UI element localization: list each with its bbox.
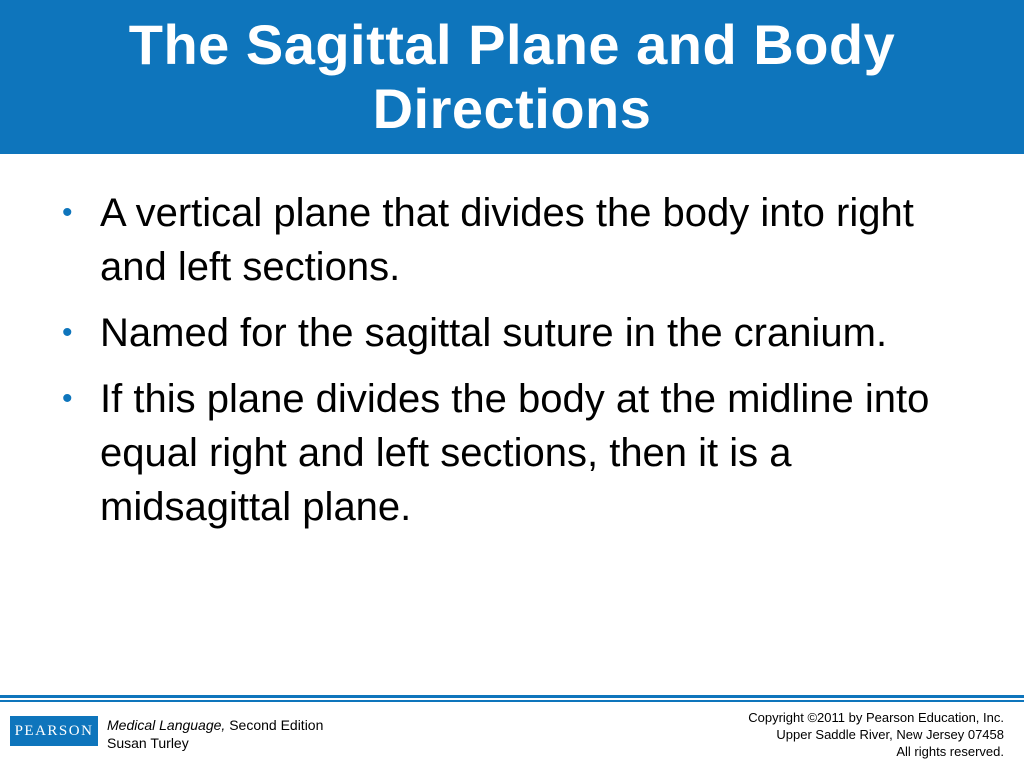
bullet-icon: • <box>62 382 73 415</box>
book-author: Susan Turley <box>107 735 189 751</box>
bullet-item <box>62 306 982 360</box>
bullet-item <box>62 186 982 294</box>
book-edition: Second Edition <box>225 717 324 733</box>
bullet-text: A vertical plane that divides the body into right and left sections. <box>100 191 914 289</box>
bullet-icon: • <box>62 316 73 349</box>
book-title-line <box>107 716 323 734</box>
title-bar <box>0 0 1024 154</box>
copyright-line: Copyright ©2011 by Pearson Education, Inc. <box>748 710 1004 725</box>
bullet-text: Named for the sagittal suture in the cranium. <box>100 311 888 355</box>
footer-divider <box>0 695 1024 698</box>
footer-divider-secondary <box>0 700 1024 702</box>
pearson-logo: PEARSON <box>10 716 98 746</box>
slide-title: The Sagittal Plane and Body Directions <box>128 13 896 140</box>
copyright-line: Upper Saddle River, New Jersey 07458 <box>776 727 1004 742</box>
copyright-notice <box>748 709 1004 760</box>
bullet-item <box>62 372 982 534</box>
bullet-text: If this plane divides the body at the midline into equal right and left sections, then it is a midsagittal plane. <box>100 377 930 529</box>
bullet-icon: • <box>62 196 73 229</box>
book-info <box>107 716 323 752</box>
bullet-list <box>62 186 982 546</box>
copyright-line: All rights reserved. <box>896 744 1004 759</box>
book-title: Medical Language, <box>107 717 226 733</box>
